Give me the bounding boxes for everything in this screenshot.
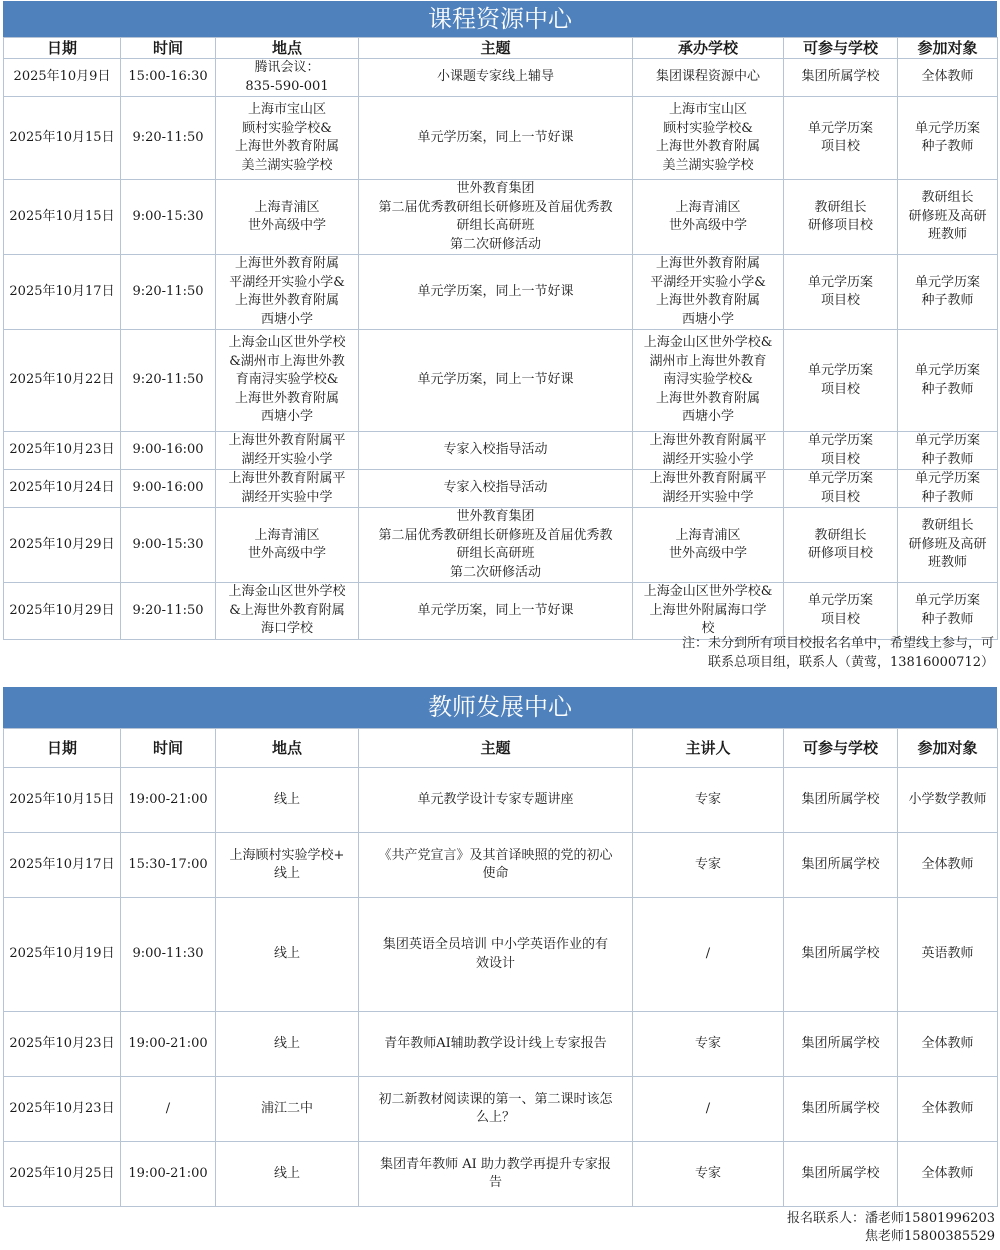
- cell-host-school: 集团课程资源中心: [633, 59, 784, 97]
- header-host-school: 承办学校: [633, 38, 784, 59]
- cell-audience: 全体教师: [898, 1077, 998, 1142]
- table-row: [4, 1142, 998, 1207]
- header-audience: 参加对象: [898, 729, 998, 768]
- contact-line-2: 焦老师15800385529: [865, 1229, 995, 1244]
- cell-audience: 单元学历案 种子教师: [898, 432, 998, 470]
- cell-topic: 集团英语全员培训 中小学英语作业的有 效设计: [359, 898, 633, 1012]
- header-place: 地点: [216, 38, 359, 59]
- cell-speaker: 专家: [633, 833, 784, 898]
- cell-date: 2025年10月29日: [4, 583, 121, 640]
- table-row: [4, 768, 998, 833]
- cell-time: 15:00-16:30: [121, 59, 216, 97]
- cell-place: 上海世外教育附属平 湖经开实验中学: [216, 470, 359, 508]
- cell-time: 9:20-11:50: [121, 255, 216, 330]
- cell-speaker: 专家: [633, 1012, 784, 1077]
- cell-audience: 全体教师: [898, 1012, 998, 1077]
- cell-eligible-schools: 单元学历案 项目校: [784, 470, 898, 508]
- teacher-center-table: [3, 728, 998, 1207]
- cell-time: 9:00-15:30: [121, 508, 216, 583]
- cell-time: 9:20-11:50: [121, 330, 216, 432]
- cell-place: 上海青浦区 世外高级中学: [216, 508, 359, 583]
- cell-topic: 单元学历案，同上一节好课: [359, 97, 633, 180]
- course-center-header-row: [4, 38, 998, 59]
- course-center-note: 注：未分到所有项目校报名名单中，希望线上参与，可 联系总项目组，联系人（黄莺，13816000712）: [681, 636, 994, 670]
- cell-place: 上海世外教育附属 平湖经开实验小学& 上海世外教育附属 西塘小学: [216, 255, 359, 330]
- cell-eligible-schools: 教研组长 研修项目校: [784, 180, 898, 255]
- cell-time: 19:00-21:00: [121, 768, 216, 833]
- cell-time: 19:00-21:00: [121, 1142, 216, 1207]
- cell-host-school: 上海世外教育附属平 湖经开实验小学: [633, 432, 784, 470]
- cell-speaker: /: [633, 898, 784, 1012]
- cell-audience: 英语教师: [898, 898, 998, 1012]
- table-row: [4, 583, 998, 640]
- cell-topic: 专家入校指导活动: [359, 432, 633, 470]
- cell-audience: 单元学历案 种子教师: [898, 470, 998, 508]
- cell-eligible-schools: 单元学历案 项目校: [784, 255, 898, 330]
- cell-host-school: 上海金山区世外学校& 上海世外附属海口学 校: [633, 583, 784, 640]
- cell-speaker: 专家: [633, 768, 784, 833]
- cell-eligible-schools: 单元学历案 项目校: [784, 432, 898, 470]
- cell-host-school: 上海世外教育附属平 湖经开实验中学: [633, 470, 784, 508]
- cell-date: 2025年10月24日: [4, 470, 121, 508]
- cell-audience: 单元学历案 种子教师: [898, 583, 998, 640]
- cell-host-school: 上海青浦区 世外高级中学: [633, 508, 784, 583]
- cell-place: 上海金山区世外学校 &湖州市上海世外教 育南浔实验学校& 上海世外教育附属 西塘小学: [216, 330, 359, 432]
- cell-eligible-schools: 集团所属学校: [784, 898, 898, 1012]
- cell-date: 2025年10月15日: [4, 768, 121, 833]
- cell-date: 2025年10月23日: [4, 432, 121, 470]
- cell-date: 2025年10月22日: [4, 330, 121, 432]
- cell-place: 上海世外教育附属平 湖经开实验小学: [216, 432, 359, 470]
- cell-date: 2025年10月15日: [4, 180, 121, 255]
- cell-eligible-schools: 单元学历案 项目校: [784, 330, 898, 432]
- table-row: [4, 432, 998, 470]
- header-topic: 主题: [359, 729, 633, 768]
- header-date: 日期: [4, 38, 121, 59]
- teacher-center-title: 教师发展中心: [3, 687, 997, 728]
- cell-place: 上海顾村实验学校+ 线上: [216, 833, 359, 898]
- header-time: 时间: [121, 729, 216, 768]
- cell-place: 上海市宝山区 顾村实验学校& 上海世外教育附属 美兰湖实验学校: [216, 97, 359, 180]
- header-eligible-schools: 可参与学校: [784, 729, 898, 768]
- cell-eligible-schools: 集团所属学校: [784, 768, 898, 833]
- cell-host-school: 上海世外教育附属 平湖经开实验小学& 上海世外教育附属 西塘小学: [633, 255, 784, 330]
- cell-topic: 专家入校指导活动: [359, 470, 633, 508]
- cell-eligible-schools: 集团所属学校: [784, 833, 898, 898]
- cell-time: 9:20-11:50: [121, 97, 216, 180]
- header-audience: 参加对象: [898, 38, 998, 59]
- cell-eligible-schools: 集团所属学校: [784, 59, 898, 97]
- cell-eligible-schools: 单元学历案 项目校: [784, 583, 898, 640]
- cell-topic: 世外教育集团 第二届优秀教研组长研修班及首届优秀教 研组长高研班 第二次研修活动: [359, 180, 633, 255]
- cell-date: 2025年10月19日: [4, 898, 121, 1012]
- table-row: [4, 59, 998, 97]
- cell-date: 2025年10月29日: [4, 508, 121, 583]
- cell-topic: 世外教育集团 第二届优秀教研组长研修班及首届优秀教 研组长高研班 第二次研修活动: [359, 508, 633, 583]
- cell-audience: 教研组长 研修班及高研 班教师: [898, 508, 998, 583]
- cell-topic: 初二新教材阅读课的第一、第二课时该怎 么上？: [359, 1077, 633, 1142]
- cell-date: 2025年10月25日: [4, 1142, 121, 1207]
- cell-eligible-schools: 集团所属学校: [784, 1142, 898, 1207]
- cell-audience: 全体教师: [898, 59, 998, 97]
- table-row: [4, 898, 998, 1012]
- header-place: 地点: [216, 729, 359, 768]
- cell-date: 2025年10月23日: [4, 1077, 121, 1142]
- table-row: [4, 330, 998, 432]
- table-row: [4, 1012, 998, 1077]
- cell-speaker: /: [633, 1077, 784, 1142]
- cell-host-school: 上海青浦区 世外高级中学: [633, 180, 784, 255]
- header-time: 时间: [121, 38, 216, 59]
- table-row: [4, 97, 998, 180]
- cell-audience: 全体教师: [898, 833, 998, 898]
- cell-audience: 单元学历案 种子教师: [898, 330, 998, 432]
- cell-time: 9:20-11:50: [121, 583, 216, 640]
- cell-topic: 集团青年教师 AI 助力教学再提升专家报 告: [359, 1142, 633, 1207]
- cell-eligible-schools: 教研组长 研修项目校: [784, 508, 898, 583]
- cell-eligible-schools: 集团所属学校: [784, 1077, 898, 1142]
- cell-topic: 青年教师AI辅助教学设计线上专家报告: [359, 1012, 633, 1077]
- cell-audience: 全体教师: [898, 1142, 998, 1207]
- cell-topic: 单元学历案，同上一节好课: [359, 330, 633, 432]
- header-eligible-schools: 可参与学校: [784, 38, 898, 59]
- cell-topic: 《共产党宣言》及其首译映照的党的初心 使命: [359, 833, 633, 898]
- cell-eligible-schools: 单元学历案 项目校: [784, 97, 898, 180]
- cell-host-school: 上海金山区世外学校& 湖州市上海世外教育 南浔实验学校& 上海世外教育附属 西塘小学: [633, 330, 784, 432]
- cell-topic: 单元教学设计专家专题讲座: [359, 768, 633, 833]
- cell-time: 9:00-11:30: [121, 898, 216, 1012]
- cell-place: 线上: [216, 898, 359, 1012]
- cell-place: 上海金山区世外学校 &上海世外教育附属 海口学校: [216, 583, 359, 640]
- cell-audience: 教研组长 研修班及高研 班教师: [898, 180, 998, 255]
- cell-audience: 单元学历案 种子教师: [898, 97, 998, 180]
- cell-place: 线上: [216, 1142, 359, 1207]
- cell-audience: 单元学历案 种子教师: [898, 255, 998, 330]
- header-topic: 主题: [359, 38, 633, 59]
- cell-time: 9:00-16:00: [121, 432, 216, 470]
- header-date: 日期: [4, 729, 121, 768]
- cell-place: 腾讯会议： 835-590-001: [216, 59, 359, 97]
- cell-date: 2025年10月17日: [4, 255, 121, 330]
- table-row: [4, 180, 998, 255]
- cell-date: 2025年10月9日: [4, 59, 121, 97]
- cell-date: 2025年10月23日: [4, 1012, 121, 1077]
- table-row: [4, 833, 998, 898]
- cell-date: 2025年10月15日: [4, 97, 121, 180]
- cell-time: 15:30-17:00: [121, 833, 216, 898]
- cell-place: 上海青浦区 世外高级中学: [216, 180, 359, 255]
- cell-time: 19:00-21:00: [121, 1012, 216, 1077]
- course-center-table: [3, 37, 998, 640]
- course-center-title: 课程资源中心: [3, 1, 997, 37]
- cell-topic: 单元学历案，同上一节好课: [359, 583, 633, 640]
- cell-date: 2025年10月17日: [4, 833, 121, 898]
- cell-place: 线上: [216, 1012, 359, 1077]
- cell-place: 浦江二中: [216, 1077, 359, 1142]
- cell-time: 9:00-16:00: [121, 470, 216, 508]
- cell-topic: 单元学历案，同上一节好课: [359, 255, 633, 330]
- registration-contact: [787, 1210, 995, 1246]
- cell-eligible-schools: 集团所属学校: [784, 1012, 898, 1077]
- cell-audience: 小学数学教师: [898, 768, 998, 833]
- cell-topic: 小课题专家线上辅导: [359, 59, 633, 97]
- cell-time: 9:00-15:30: [121, 180, 216, 255]
- header-speaker: 主讲人: [633, 729, 784, 768]
- table-row: [4, 508, 998, 583]
- cell-host-school: 上海市宝山区 顾村实验学校& 上海世外教育附属 美兰湖实验学校: [633, 97, 784, 180]
- cell-place: 线上: [216, 768, 359, 833]
- table-row: [4, 470, 998, 508]
- table-row: [4, 255, 998, 330]
- cell-time: /: [121, 1077, 216, 1142]
- teacher-center-header-row: [4, 729, 998, 768]
- contact-line-1: 报名联系人：潘老师15801996203: [787, 1211, 995, 1226]
- cell-speaker: 专家: [633, 1142, 784, 1207]
- table-row: [4, 1077, 998, 1142]
